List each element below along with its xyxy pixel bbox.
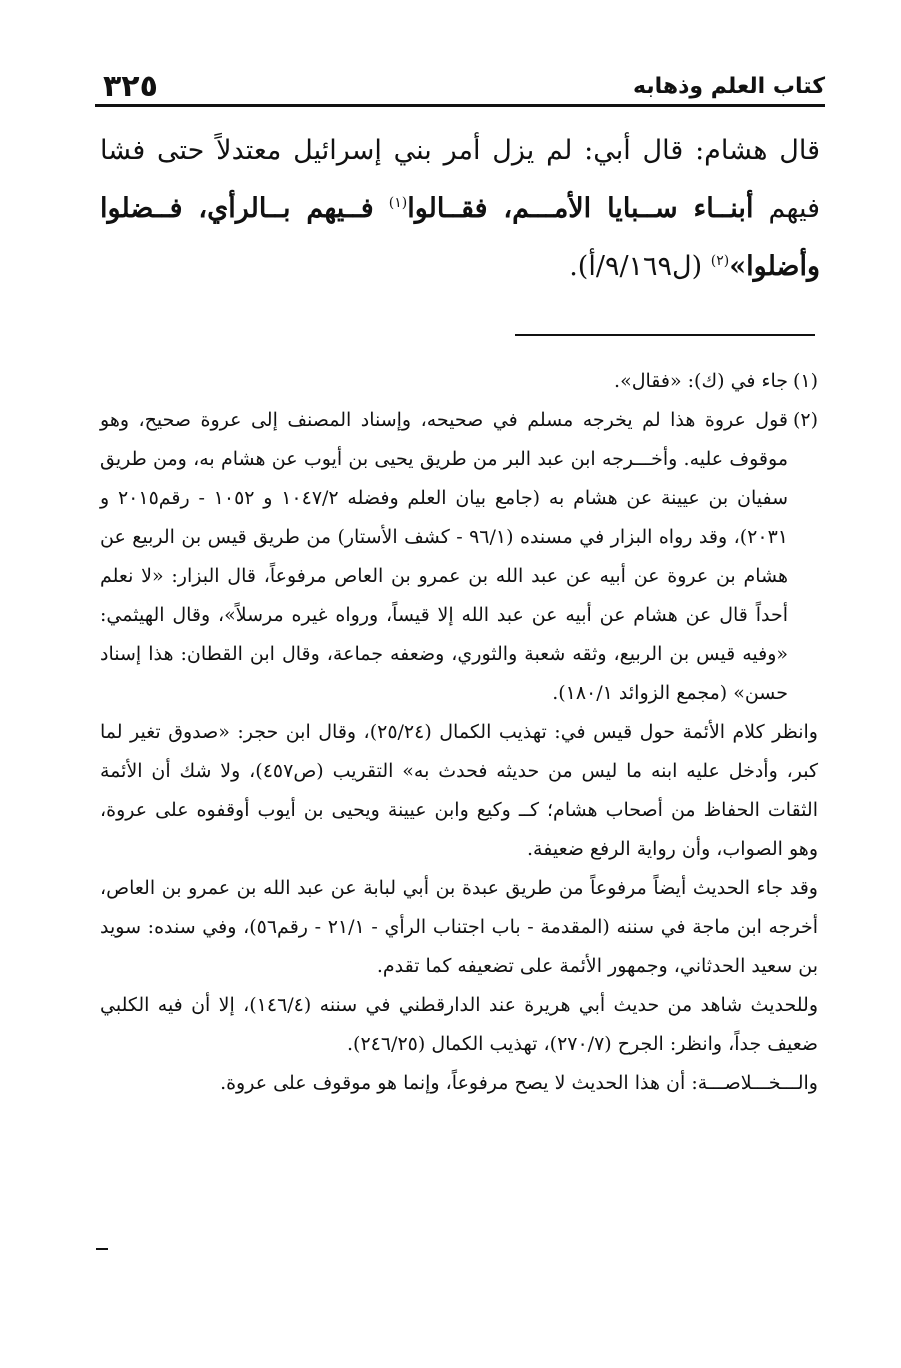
footnote-paragraph-1: وانظر كلام الأئمة حول قيس في: تهذيب الكمال (٢٥/٢٤)، وقال ابن حجر: «صدوق تغير لما كبر، وأدخل عليه ابنه ما ليس من حديثه فحدث به» التقريب (ص٤٥٧)، ولا شك أن الأئمة الثقات الحفاظ من أصحاب هشام؛ كــ وكيع وابن عيينة ويحيى بن أيوب أوقفوه على عروة، وهو الصواب، وأن رواية الرفع ضعيفة. bbox=[100, 721, 818, 860]
footnote-ref-1: (١) bbox=[388, 195, 408, 211]
footnote-ref-2: (٢) bbox=[710, 253, 730, 269]
margin-mark bbox=[96, 1248, 108, 1250]
page-header bbox=[95, 70, 825, 107]
page-number: ٣٢٥ bbox=[103, 69, 158, 104]
footnote-1-text: جاء في (ك): «فقال». bbox=[614, 370, 788, 392]
main-line-1: قال هشام: قال أبي: لم يزل أمر بني إسرائيل معتدلاً حتى فشا فيهم bbox=[100, 135, 821, 224]
main-line-2a: أبنــاء ســبايا الأمـــم، فقــالوا bbox=[407, 193, 754, 224]
footnote-2 bbox=[100, 401, 818, 713]
footnote-2-text: قول عروة هذا لم يخرجه مسلم في صحيحه، وإسناد المصنف إلى عروة صحيح، وهو موقوف عليه. وأخـــرجه ابن عبد البر من طريق يحيى بن أيوب عن هشام به، ومن طريق سفيان بن عيينة عن هشام به (جامع بيان العلم وفضله ١٠٤٧/٢ و ١٠٥٢ - رقم٢٠١٥ و ٢٠٣١)، وقد رواه البزار في مسنده (٩٦/١ - كشف الأستار) من طريق قيس بن الربيع عن هشام بن عروة عن أبيه عن عبد الله بن عمرو بن العاص مرفوعاً، قال البزار: «لا نعلم أحداً قال عن هشام عن أبيه عن عبد الله إلا قيساً، ورواه غيره مرسلاً»، وقال الهيثمي: «وفيه قيس بن الربيع، وثقه شعبة والثوري، وضعفه جماعة، وقال ابن القطان: هذا إسناد حسن» (مجمع الزوائد ١٨٠/١). bbox=[100, 409, 788, 704]
footnote-separator bbox=[515, 334, 815, 336]
running-title: كتاب العلم وذهابه bbox=[633, 74, 825, 99]
main-line-2b: فــيهم بــالرأي، فــضلوا وأضلوا» bbox=[100, 193, 820, 282]
footnote-2-number: (٢) bbox=[792, 409, 818, 431]
footnote-paragraph-4: والـــخـــلاصـــة: أن هذا الحديث لا يصح مرفوعاً، وإنما هو موقوف على عروة. bbox=[220, 1072, 818, 1094]
footnote-paragraph-3: وللحديث شاهد من حديث أبي هريرة عند الدارقطني في سننه (١٤٦/٤)، إلا أن فيه الكلبي ضعيف جداً، وانظر: الجرح (٢٧٠/٧)، تهذيب الكمال (٢٤٦/٢٥). bbox=[100, 994, 818, 1055]
footnote-1-number: (١) bbox=[792, 370, 818, 392]
main-text bbox=[100, 122, 820, 296]
footnotes bbox=[100, 362, 818, 1103]
footnote-paragraph-2: وقد جاء الحديث أيضاً مرفوعاً من طريق عبدة بن أبي لبابة عن عبد الله بن عمرو بن العاص، أخرجه ابن ماجة في سننه (المقدمة - باب اجتناب الرأي - ٢١/١ - رقم٥٦)، وفي سنده: سويد بن سعيد الحدثاني، وجمهور الأئمة على تضعيفه كما تقدم. bbox=[100, 877, 818, 977]
footnote-1 bbox=[100, 362, 818, 401]
manuscript-ref: (ل٩/١٦٩/أ). bbox=[569, 251, 703, 282]
